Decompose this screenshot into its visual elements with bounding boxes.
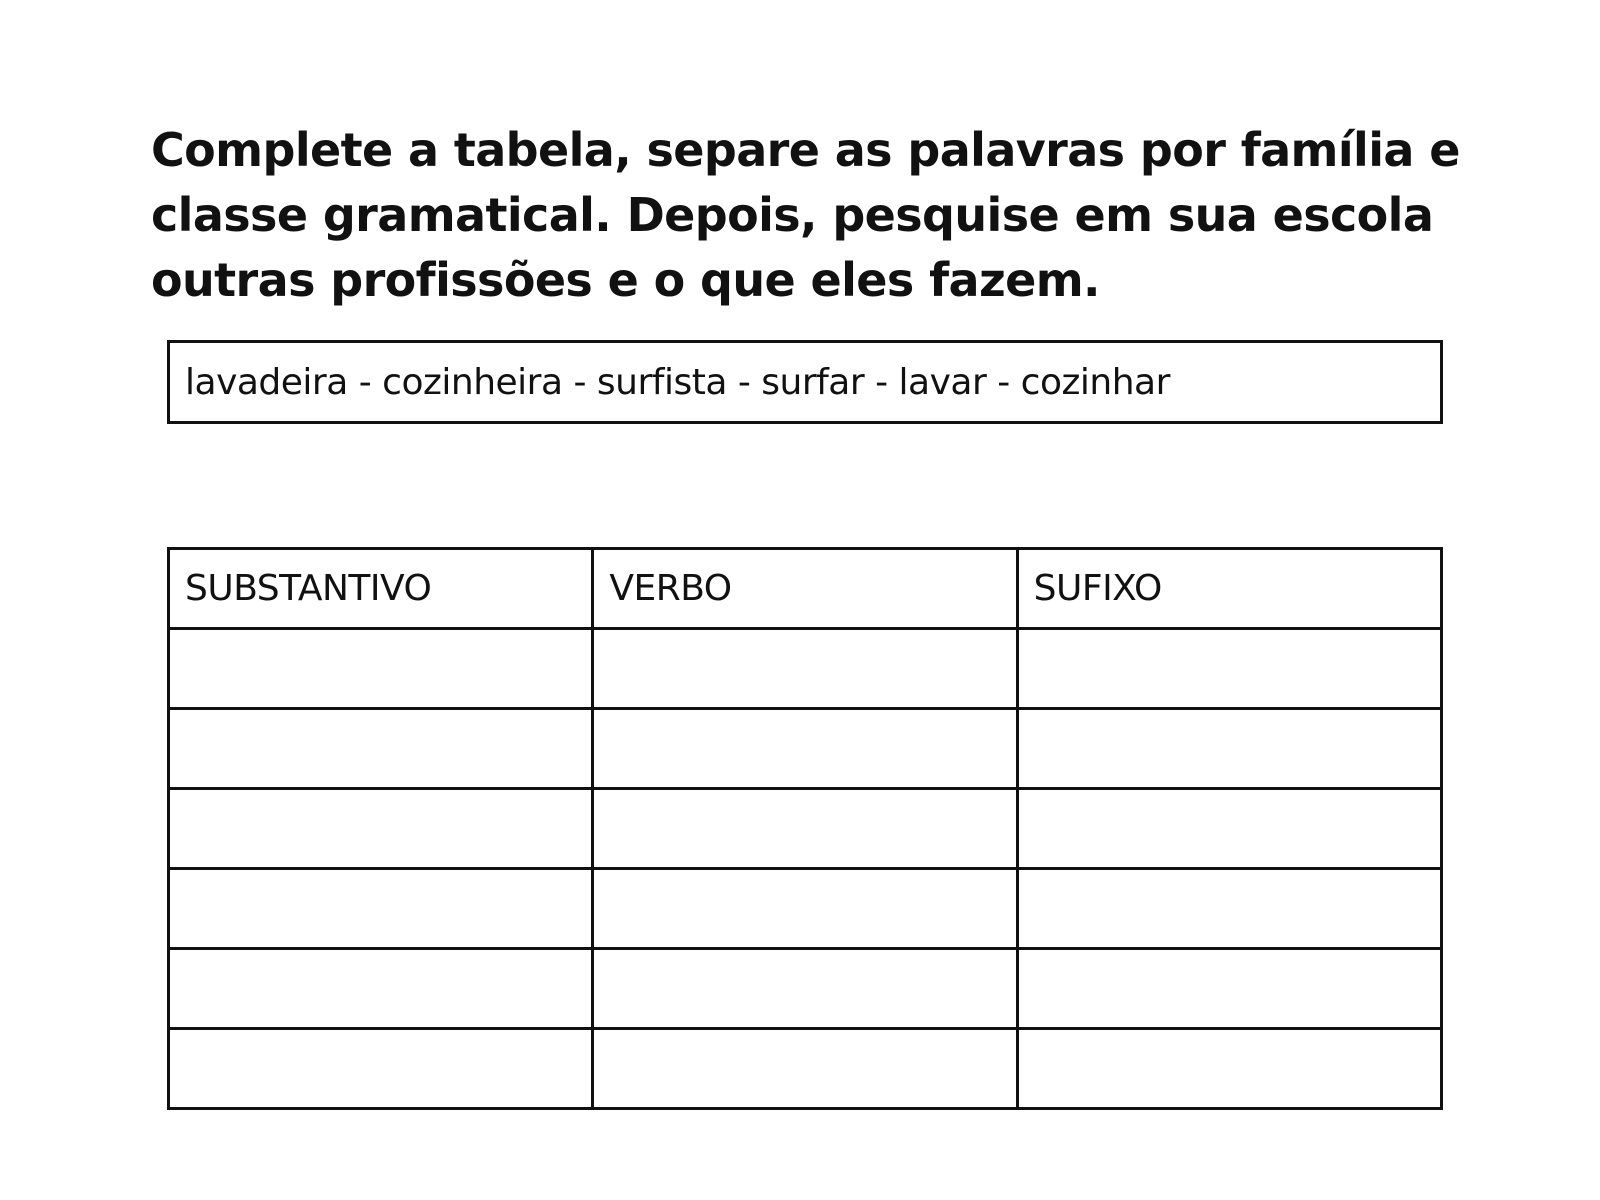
table-row xyxy=(169,789,1442,869)
answer-table xyxy=(167,547,1443,1110)
header-sufixo: SUFIXO xyxy=(1017,549,1441,629)
table-header-row xyxy=(169,549,1442,629)
table-row xyxy=(169,629,1442,709)
table-row xyxy=(169,709,1442,789)
table-cell[interactable] xyxy=(1017,869,1441,949)
table-cell[interactable] xyxy=(1017,709,1441,789)
table-cell[interactable] xyxy=(169,789,593,869)
table-cell[interactable] xyxy=(1017,1029,1441,1109)
table-row xyxy=(169,1029,1442,1109)
table-row xyxy=(169,949,1442,1029)
table-cell[interactable] xyxy=(593,949,1017,1029)
table-cell[interactable] xyxy=(1017,789,1441,869)
table-cell[interactable] xyxy=(169,1029,593,1109)
table-cell[interactable] xyxy=(169,709,593,789)
table-cell[interactable] xyxy=(169,949,593,1029)
table-cell[interactable] xyxy=(169,869,593,949)
word-bank-text: lavadeira - cozinheira - surfista - surfar - lavar - cozinhar xyxy=(185,361,1170,403)
instruction-text: Complete a tabela, separe as palavras por família e classe gramatical. Depois, pesquise em sua escola outras profissões e o que eles fazem. xyxy=(151,123,1460,307)
table-row xyxy=(169,869,1442,949)
table-cell[interactable] xyxy=(169,629,593,709)
table-cell[interactable] xyxy=(1017,629,1441,709)
table-cell[interactable] xyxy=(593,789,1017,869)
table-cell[interactable] xyxy=(593,709,1017,789)
header-verbo: VERBO xyxy=(593,549,1017,629)
header-substantivo: SUBSTANTIVO xyxy=(169,549,593,629)
table-cell[interactable] xyxy=(593,629,1017,709)
table-cell[interactable] xyxy=(1017,949,1441,1029)
word-bank-box xyxy=(167,340,1443,424)
table-cell[interactable] xyxy=(593,869,1017,949)
table-cell[interactable] xyxy=(593,1029,1017,1109)
